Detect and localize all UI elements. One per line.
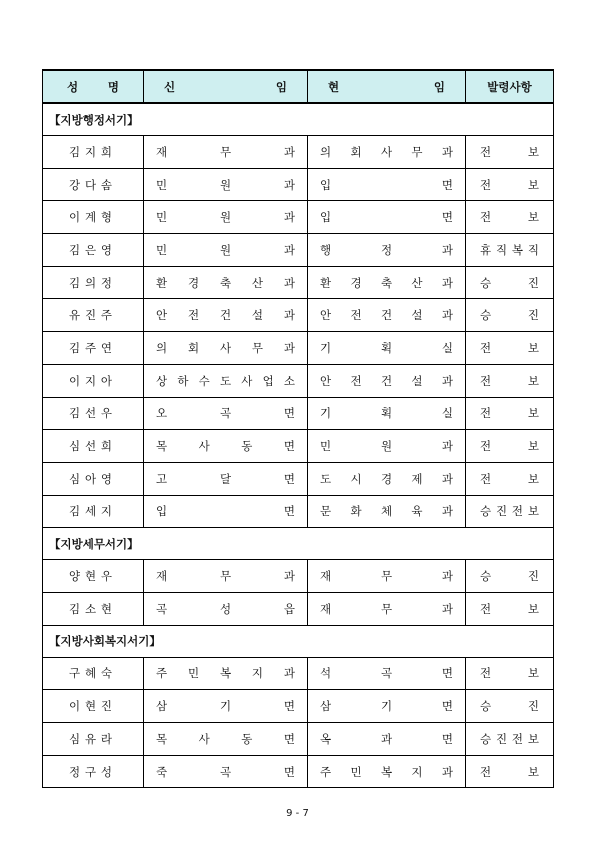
employee-name: 김 소 현 [43, 592, 144, 625]
appointment-type: 전 보 [466, 201, 554, 234]
section-title-row [43, 528, 554, 560]
appointment-type: 전 보 [466, 397, 554, 430]
current-post: 행 정 과 [308, 234, 466, 267]
current-post: 도 시 경 제 과 [308, 462, 466, 495]
section-title: 【지방세무서기】 [43, 528, 554, 560]
employee-name: 김 의 정 [43, 266, 144, 299]
table-row [43, 332, 554, 365]
current-post: 주 민 복 지 과 [308, 755, 466, 788]
employee-name: 심 선 희 [43, 430, 144, 463]
table-row [43, 299, 554, 332]
table-row [43, 592, 554, 625]
table-row [43, 560, 554, 593]
table-row [43, 168, 554, 201]
section-title: 【지방행정서기】 [43, 103, 554, 136]
new-post: 목 사 동 면 [144, 430, 308, 463]
new-post: 주 민 복 지 과 [144, 657, 308, 690]
employee-name: 이 지 아 [43, 364, 144, 397]
employee-name: 심 아 영 [43, 462, 144, 495]
header-order: 발령사항 [466, 70, 554, 103]
appointment-type: 승 진 전 보 [466, 495, 554, 528]
table-row [43, 266, 554, 299]
current-post: 재 무 과 [308, 592, 466, 625]
appointment-type: 전 보 [466, 364, 554, 397]
current-post: 안 전 건 설 과 [308, 364, 466, 397]
employee-name: 강 다 솜 [43, 168, 144, 201]
employee-name: 심 유 라 [43, 723, 144, 756]
new-post: 민 원 과 [144, 201, 308, 234]
employee-name: 김 세 지 [43, 495, 144, 528]
new-post: 삼 기 면 [144, 690, 308, 723]
section-title: 【지방사회복지서기】 [43, 625, 554, 657]
current-post: 재 무 과 [308, 560, 466, 593]
header-name: 성 명 [43, 70, 144, 103]
current-post: 입 면 [308, 168, 466, 201]
employee-name: 이 계 형 [43, 201, 144, 234]
current-post: 입 면 [308, 201, 466, 234]
appointment-type: 전 보 [466, 332, 554, 365]
appointment-type: 승 진 [466, 690, 554, 723]
table-body [43, 103, 554, 788]
new-post: 민 원 과 [144, 168, 308, 201]
new-post: 재 무 과 [144, 560, 308, 593]
new-post: 의 회 사 무 과 [144, 332, 308, 365]
new-post: 안 전 건 설 과 [144, 299, 308, 332]
table-header-row [43, 70, 554, 103]
appointment-type: 전 보 [466, 168, 554, 201]
table-row [43, 397, 554, 430]
new-post: 곡 성 읍 [144, 592, 308, 625]
appointment-type: 전 보 [466, 136, 554, 169]
current-post: 기 획 실 [308, 332, 466, 365]
employee-name: 정 구 성 [43, 755, 144, 788]
personnel-table [42, 69, 554, 788]
appointment-type: 전 보 [466, 430, 554, 463]
current-post: 옥 과 면 [308, 723, 466, 756]
new-post: 민 원 과 [144, 234, 308, 267]
table-row [43, 364, 554, 397]
employee-name: 김 주 연 [43, 332, 144, 365]
new-post: 오 곡 면 [144, 397, 308, 430]
new-post: 고 달 면 [144, 462, 308, 495]
table-row [43, 201, 554, 234]
table-row [43, 755, 554, 788]
table-row [43, 657, 554, 690]
table-row [43, 234, 554, 267]
current-post: 민 원 과 [308, 430, 466, 463]
appointment-type: 휴 직 복 직 [466, 234, 554, 267]
header-new-post: 신 임 [144, 70, 308, 103]
new-post: 상 하 수 도 사 업 소 [144, 364, 308, 397]
new-post: 목 사 동 면 [144, 723, 308, 756]
section-title-row [43, 625, 554, 657]
current-post: 석 곡 면 [308, 657, 466, 690]
page-number: 9 - 7 [286, 808, 309, 819]
table-row [43, 690, 554, 723]
appointment-type: 전 보 [466, 657, 554, 690]
new-post: 죽 곡 면 [144, 755, 308, 788]
appointment-type: 승 진 [466, 266, 554, 299]
current-post: 삼 기 면 [308, 690, 466, 723]
current-post: 의 회 사 무 과 [308, 136, 466, 169]
table-row [43, 723, 554, 756]
appointment-type: 승 진 [466, 560, 554, 593]
new-post: 환 경 축 산 과 [144, 266, 308, 299]
section-title-row [43, 103, 554, 136]
table-row [43, 462, 554, 495]
employee-name: 김 선 우 [43, 397, 144, 430]
new-post: 재 무 과 [144, 136, 308, 169]
appointment-type: 전 보 [466, 462, 554, 495]
table-row [43, 430, 554, 463]
current-post: 기 획 실 [308, 397, 466, 430]
appointment-type: 전 보 [466, 755, 554, 788]
employee-name: 구 혜 숙 [43, 657, 144, 690]
current-post: 환 경 축 산 과 [308, 266, 466, 299]
employee-name: 양 현 우 [43, 560, 144, 593]
current-post: 문 화 체 육 과 [308, 495, 466, 528]
appointment-type: 전 보 [466, 592, 554, 625]
new-post: 입 면 [144, 495, 308, 528]
employee-name: 김 은 영 [43, 234, 144, 267]
header-current-post: 현 임 [308, 70, 466, 103]
employee-name: 김 지 희 [43, 136, 144, 169]
table-row [43, 495, 554, 528]
appointment-type: 승 진 [466, 299, 554, 332]
employee-name: 이 현 진 [43, 690, 144, 723]
employee-name: 유 진 주 [43, 299, 144, 332]
current-post: 안 전 건 설 과 [308, 299, 466, 332]
appointment-type: 승 진 전 보 [466, 723, 554, 756]
table-row [43, 136, 554, 169]
